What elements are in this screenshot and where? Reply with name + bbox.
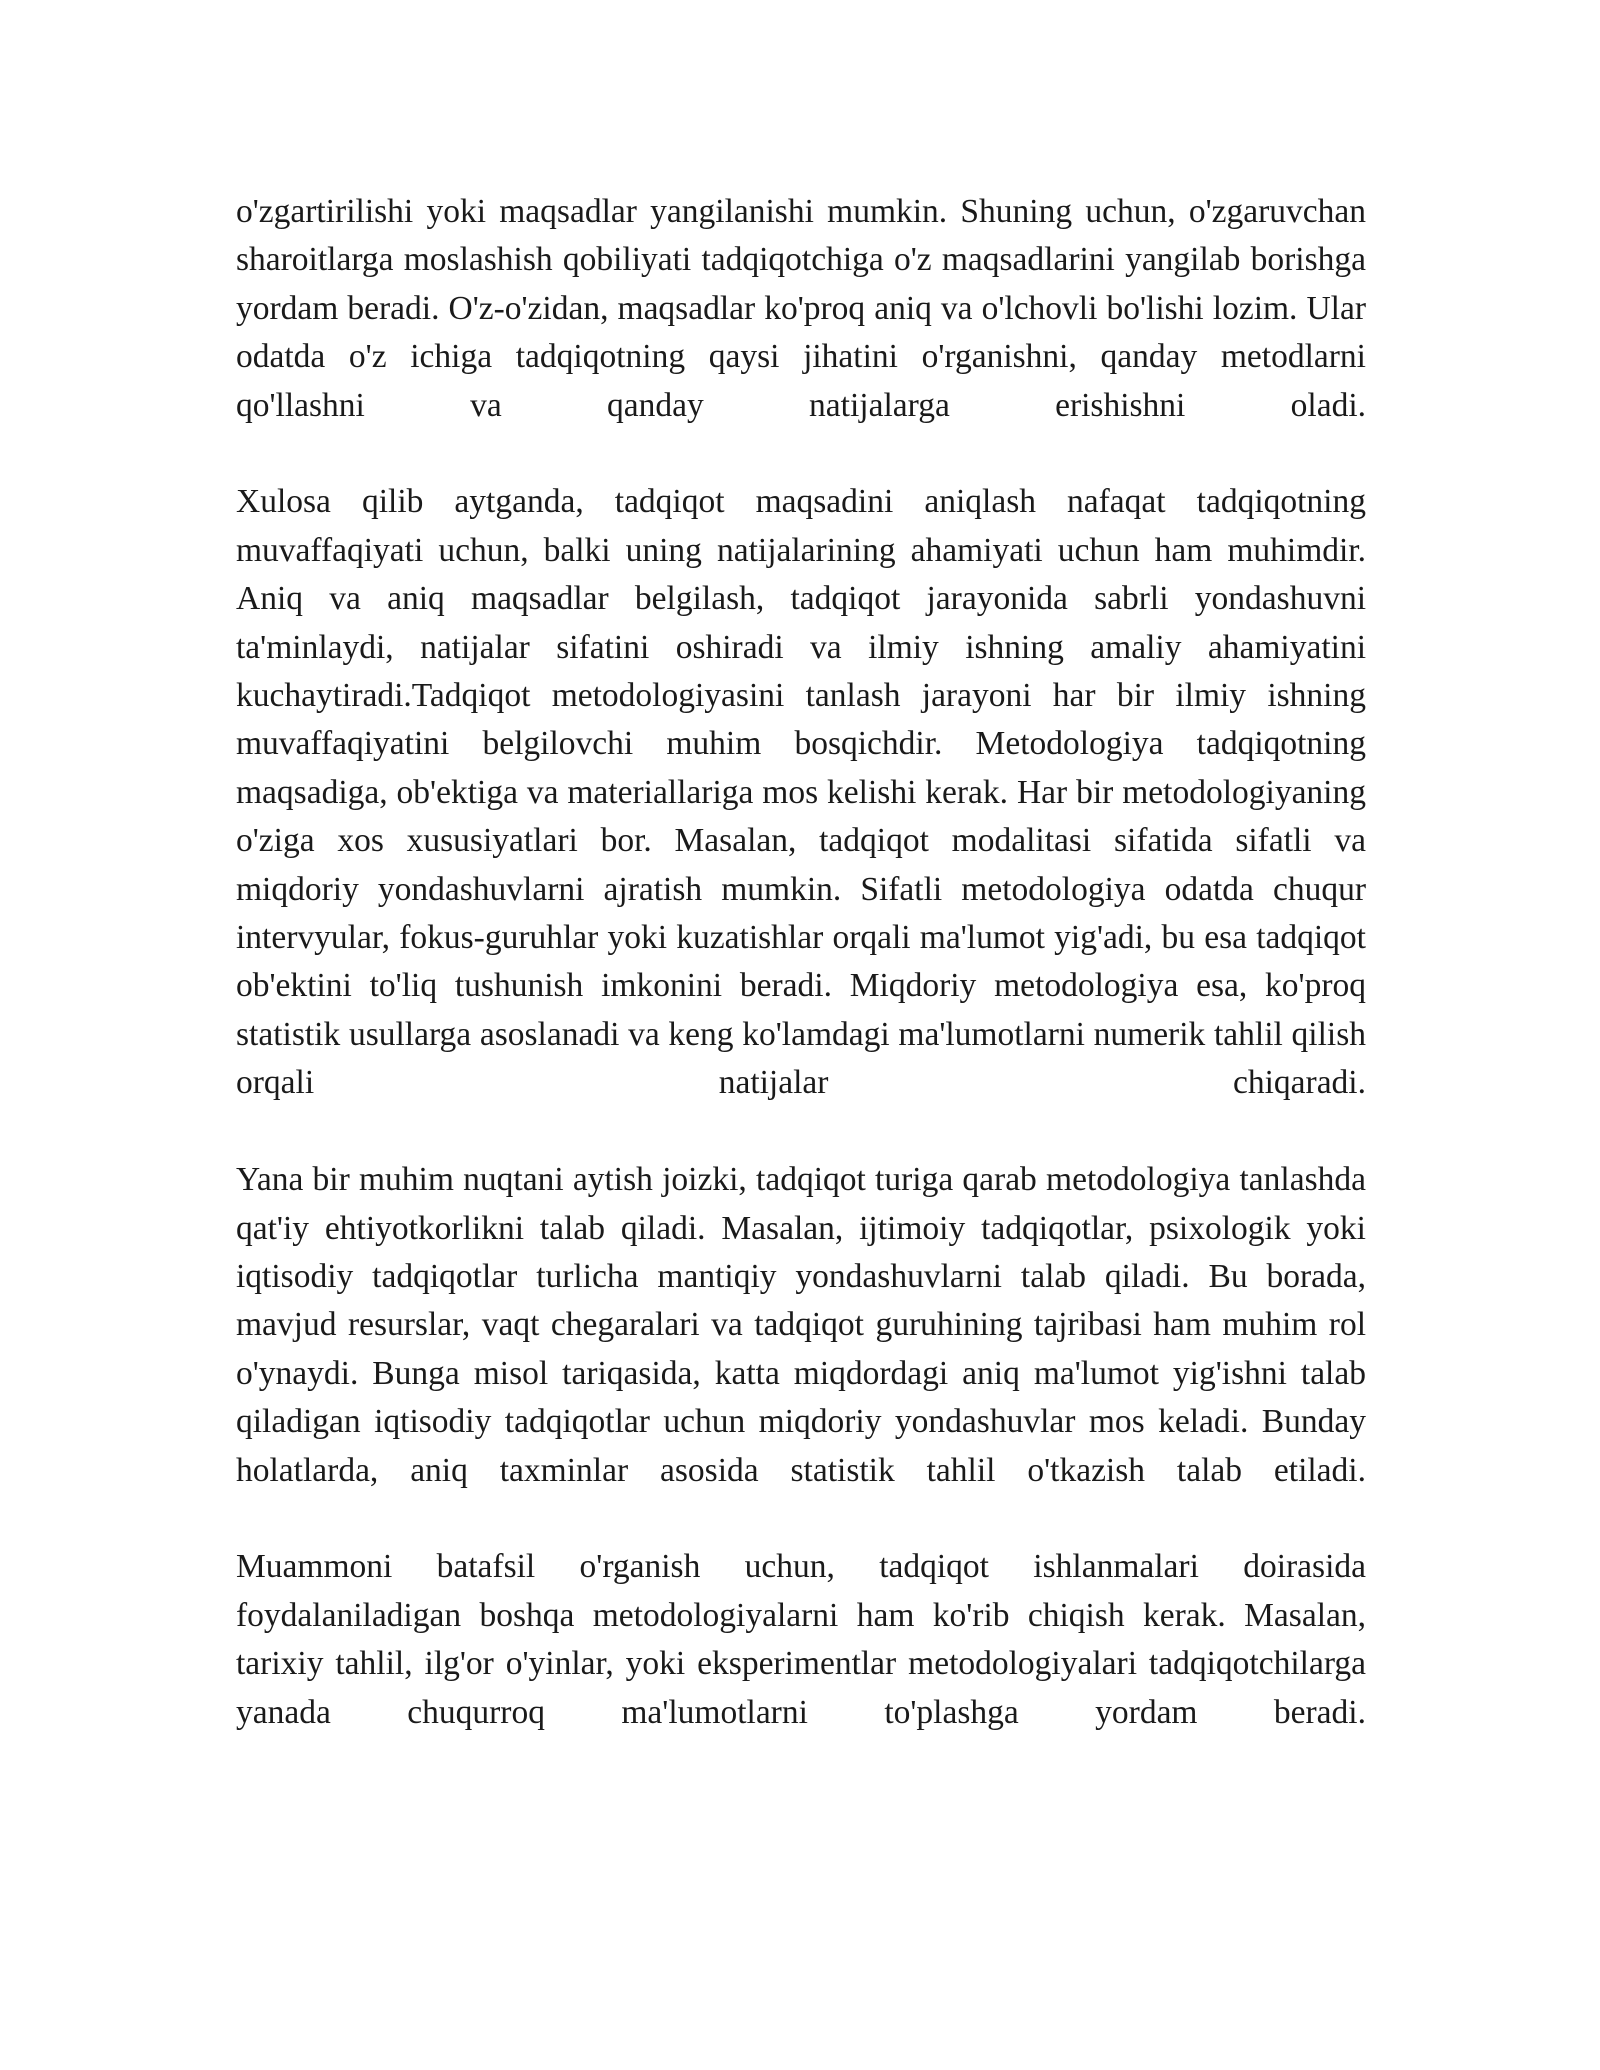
paragraph-3: Yana bir muhim nuqtani aytish joizki, tadqiqot turiga qarab metodologiya tanlashda qat'iy ehtiyotkorlikni talab qiladi. Masalan, ijtimoiy tadqiqotlar, psixologik yoki iqtisodiy tadqiqotlar turlicha mantiqiy yondashuvlarni talab qiladi. Bu borada, mavjud resurslar, vaqt chegaralari va tadqiqot guruhining tajribasi ham muhim rol o'ynaydi. Bunga misol tariqasida, katta miqdordagi aniq ma'lumot yig'ishni talab qiladigan iqtisodiy tadqiqotlar uchun miqdoriy yondashuvlar mos keladi. Bunday holatlarda, aniq taxminlar asosida statistik tahlil o'tkazish talab etiladi. bbox=[236, 1161, 1366, 1489]
document-page bbox=[236, 188, 1366, 1737]
paragraph-4: Muammoni batafsil o'rganish uchun, tadqiqot ishlanmalari doirasida foydalaniladigan boshqa metodologiyalarni ham ko'rib chiqish kerak. Masalan, tarixiy tahlil, ilg'or o'yinlar, yoki eksperimentlar metodologiyalari tadqiqotchilarga yanada chuqurroq ma'lumotlarni to'plashga yordam beradi. bbox=[236, 1548, 1366, 1731]
paragraph-2: Xulosa qilib aytganda, tadqiqot maqsadini aniqlash nafaqat tadqiqotning muvaffaqiyati uchun, balki uning natijalarining ahamiyati uchun ham muhimdir. Aniq va aniq maqsadlar belgilash, tadqiqot jarayonida sabrli yondashuvni ta'minlaydi, natijalar sifatini oshiradi va ilmiy ishning amaliy ahamiyatini kuchaytiradi.Tadqiqot metodologiyasini tanlash jarayoni har bir ilmiy ishning muvaffaqiyatini belgilovchi muhim bosqichdir. Metodologiya tadqiqotning maqsadiga, ob'ektiga va materiallariga mos kelishi kerak. Har bir metodologiyaning o'ziga xos xususiyatlari bor. Masalan, tadqiqot modalitasi sifatida sifatli va miqdoriy yondashuvlarni ajratish mumkin. Sifatli metodologiya odatda chuqur intervyular, fokus-guruhlar yoki kuzatishlar orqali ma'lumot yig'adi, bu esa tadqiqot ob'ektini to'liq tushunish imkonini beradi. Miqdoriy metodologiya esa, ko'proq statistik usullarga asoslanadi va keng ko'lamdagi ma'lumotlarni numerik tahlil qilish orqali natijalar chiqaradi. bbox=[236, 483, 1366, 1102]
paragraph-1: o'zgartirilishi yoki maqsadlar yangilanishi mumkin. Shuning uchun, o'zgaruvchan sharoitlarga moslashish qobiliyati tadqiqotchiga o'z maqsadlarini yangilab borishga yordam beradi. O'z-o'zidan, maqsadlar ko'proq aniq va o'lchovli bo'lishi lozim. Ular odatda o'z ichiga tadqiqotning qaysi jihatini o'rganishni, qanday metodlarni qo'llashni va qanday natijalarga erishishni oladi. bbox=[236, 193, 1366, 424]
